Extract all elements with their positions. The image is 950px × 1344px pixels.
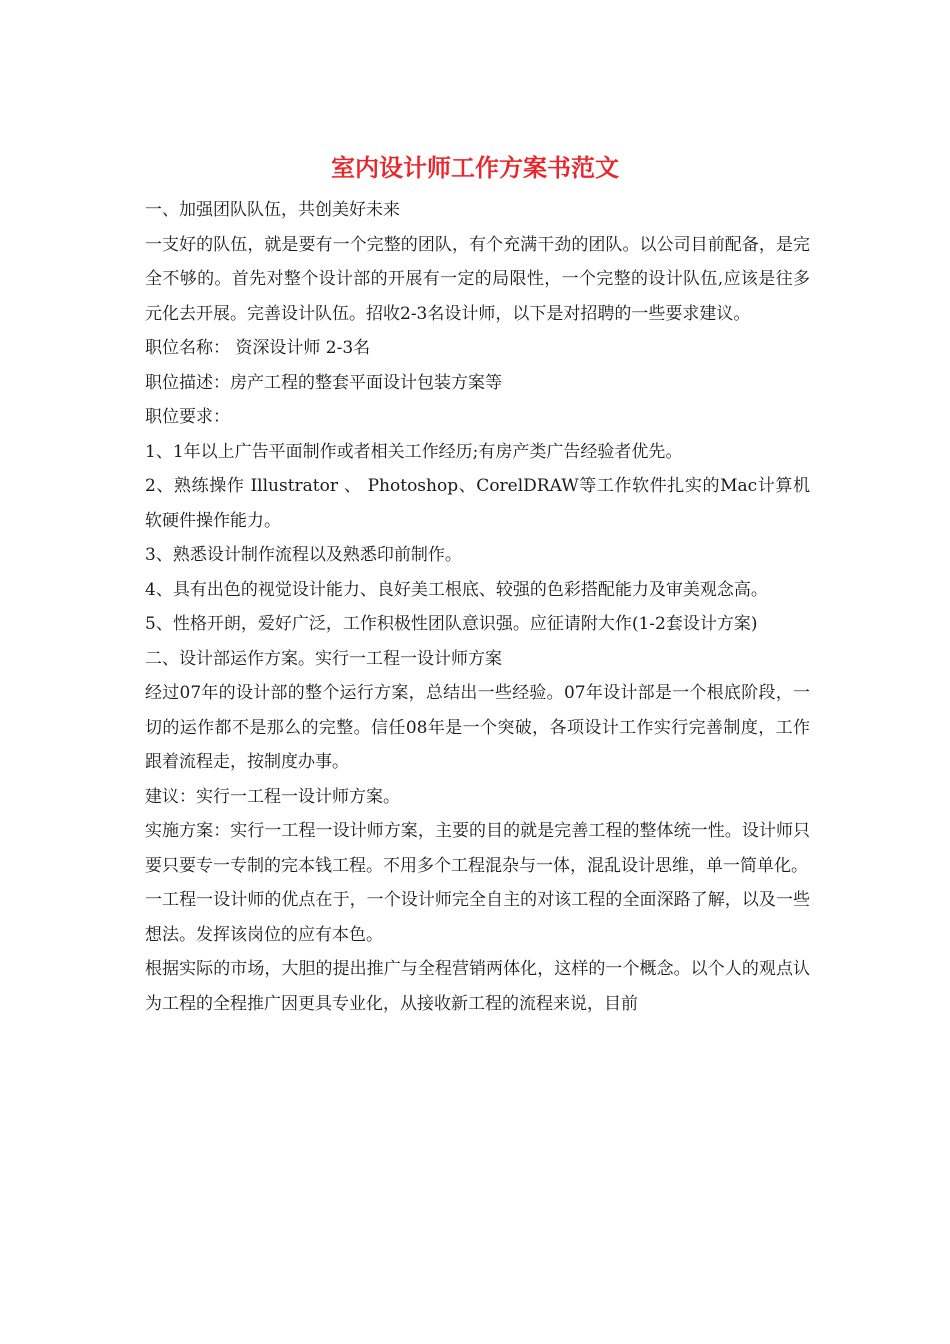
job-title-line: 职位名称： 资深设计师 2-3名 bbox=[145, 338, 371, 358]
requirement-item: 5、性格开朗，爱好广泛，工作积极性团队意识强。应征请附大作(1-2套设计方案) bbox=[145, 614, 758, 634]
document-title: 室内设计师工作方案书范文 bbox=[331, 153, 619, 182]
paragraph: 一支好的队伍，就是要有一个完整的团队，有个充满干劲的团队。以公司目前配备，是完全不够的。首先对整个设计部的开展有一定的局限性，一个完整的设计队伍,应该是往多元化去开展。完善设计队伍。招收2-3名设计师，以下是对招聘的一些要求建议。 bbox=[145, 234, 810, 324]
requirement-item: 1、1年以上广告平面制作或者相关工作经历;有房产类广告经验者优先。 bbox=[145, 441, 683, 462]
document-body bbox=[145, 193, 810, 1021]
paragraph: 实施方案：实行一工程一设计师方案，主要的目的就是完善工程的整体统一性。设计师只要只要专一专制的完本钱工程。不用多个工程混杂与一体，混乱设计思维，单一简单化。 bbox=[145, 821, 810, 876]
requirement-item: 4、具有出色的视觉设计能力、良好美工根底、较强的色彩搭配能力及审美观念高。 bbox=[145, 579, 768, 600]
section-heading-1: 一、加强团队队伍，共创美好未来 bbox=[145, 200, 400, 220]
job-requirements-label: 职位要求： bbox=[145, 407, 230, 427]
paragraph: 一工程一设计师的优点在于，一个设计师完全自主的对该工程的全面深路了解，以及一些想法。发挥该岗位的应有本色。 bbox=[145, 890, 810, 945]
paragraph: 根据实际的市场，大胆的提出推广与全程营销两体化，这样的一个概念。以个人的观点认为工程的全程推广因更具专业化，从接收新工程的流程来说，目前 bbox=[145, 959, 810, 1014]
section-heading-2: 二、设计部运作方案。实行一工程一设计师方案 bbox=[145, 648, 502, 669]
requirement-item: 2、熟练操作 Illustrator 、 Photoshop、CorelDRAW等工作软件扎实的Mac计算机软硬件操作能力。 bbox=[145, 476, 810, 531]
suggestion-line: 建议：实行一工程一设计师方案。 bbox=[145, 786, 400, 807]
job-description-line: 职位描述：房产工程的整套平面设计包装方案等 bbox=[145, 372, 502, 393]
requirement-item: 3、熟悉设计制作流程以及熟悉印前制作。 bbox=[145, 545, 462, 565]
paragraph: 经过07年的设计部的整个运行方案，总结出一些经验。07年设计部是一个根底阶段，一切的运作都不是那么的完整。信任08年是一个突破，各项设计工作实行完善制度，工作跟着流程走，按制度办事。 bbox=[145, 683, 810, 772]
